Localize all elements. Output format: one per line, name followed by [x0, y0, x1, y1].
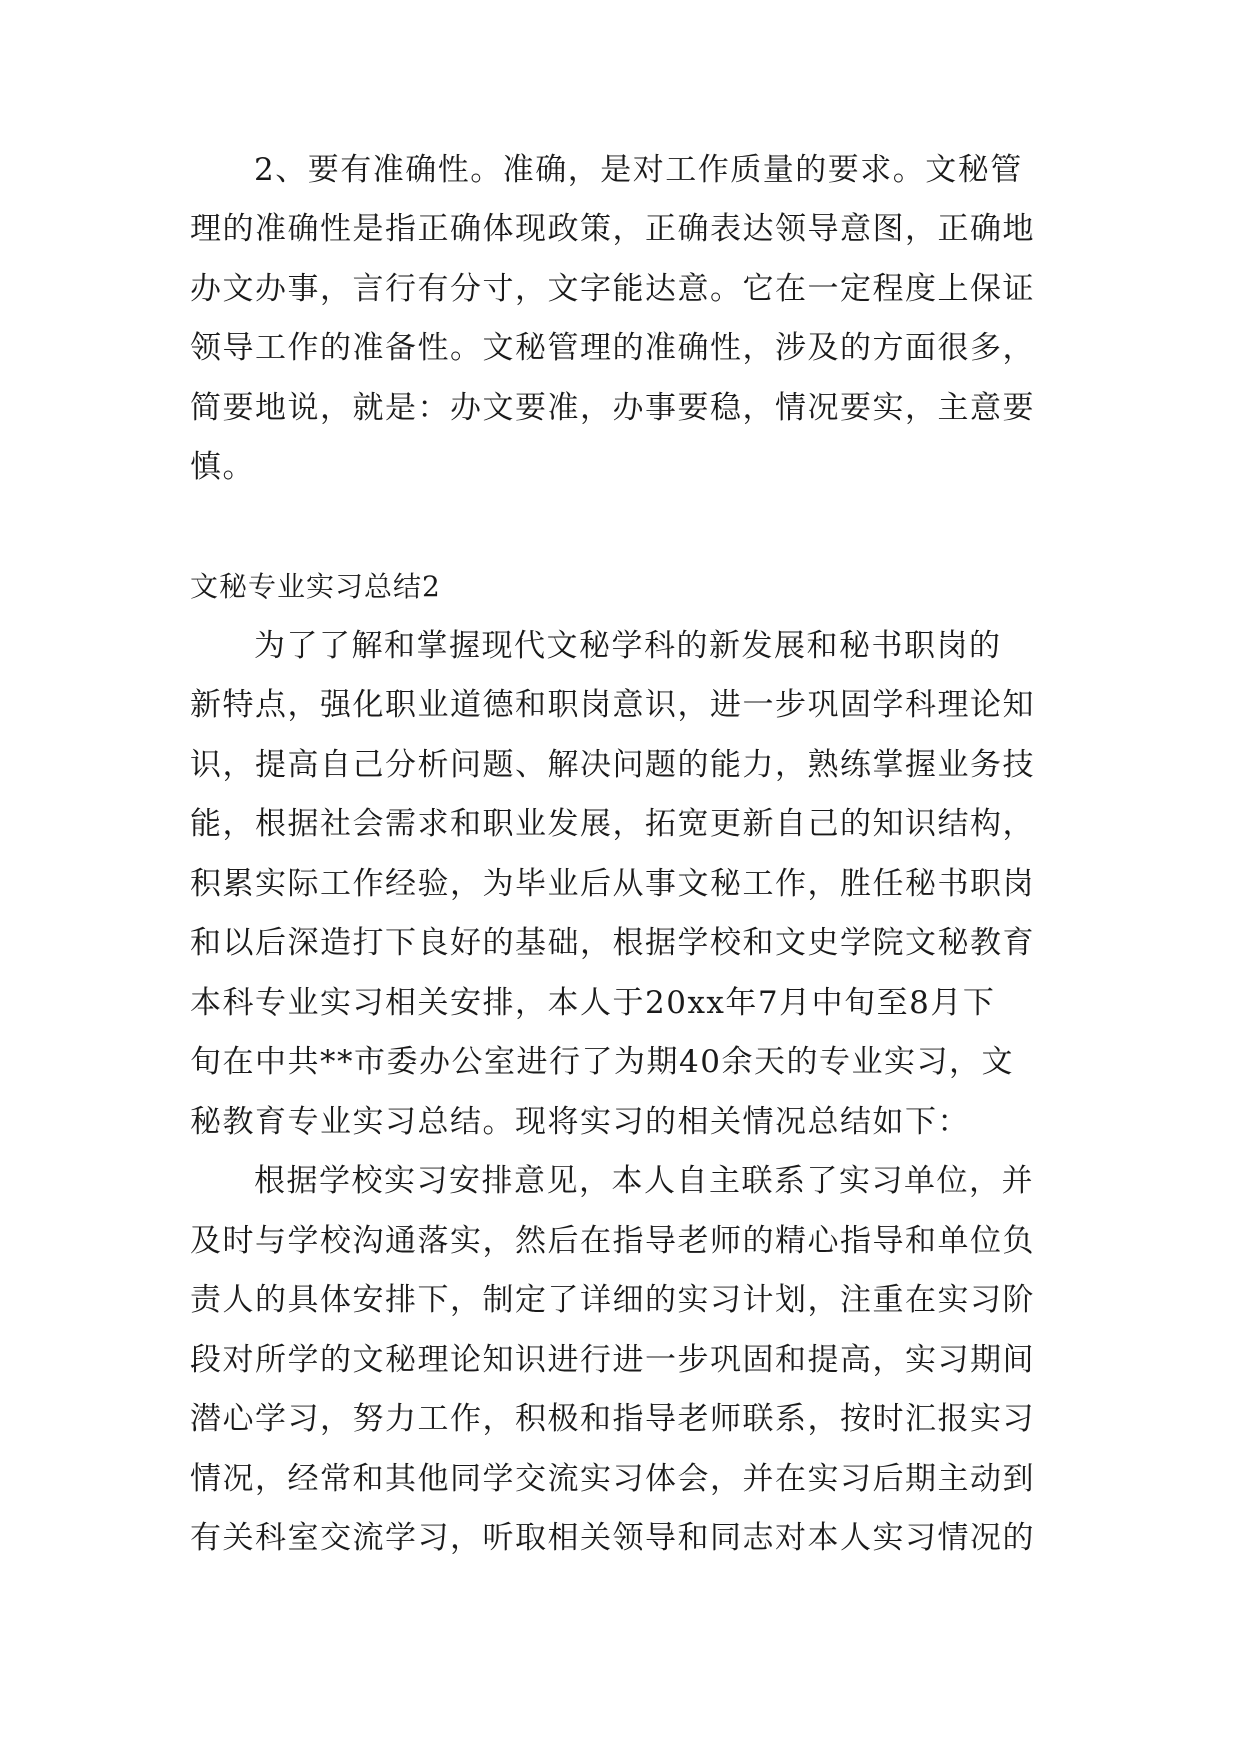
paragraph-line: 新特点，强化职业道德和职岗意识，进一步巩固学科理论知	[190, 687, 1035, 723]
paragraph-line: 慎。	[190, 449, 255, 485]
paragraph-line: 旬在中共**市委办公室进行了为期40余天的专业实习，文	[190, 1044, 1014, 1080]
paragraph-line: 为了了解和掌握现代文秘学科的新发展和秘书职岗的	[254, 628, 1002, 664]
paragraph-line: 有关科室交流学习，听取相关领导和同志对本人实习情况的	[190, 1520, 1035, 1556]
paragraph-line: 责人的具体安排下，制定了详细的实习计划，注重在实习阶	[190, 1282, 1035, 1318]
paragraph-line: 积累实际工作经验，为毕业后从事文秘工作，胜任秘书职岗	[190, 866, 1035, 902]
paragraph-line: 理的准确性是指正确体现政策，正确表达领导意图，正确地	[190, 211, 1035, 247]
section-heading: 文秘专业实习总结2	[190, 570, 441, 603]
paragraph-line: 识，提高自己分析问题、解决问题的能力，熟练掌握业务技	[190, 747, 1035, 783]
paragraph-line: 简要地说，就是：办文要准，办事要稳，情况要实，主意要	[190, 390, 1035, 426]
paragraph-line: 段对所学的文秘理论知识进行进一步巩固和提高，实习期间	[190, 1342, 1035, 1378]
paragraph-line: 本科专业实习相关安排，本人于20xx年7月中旬至8月下	[190, 985, 996, 1021]
paragraph-line: 2、要有准确性。准确，是对工作质量的要求。文秘管	[254, 152, 1023, 188]
paragraph-line: 情况，经常和其他同学交流实习体会，并在实习后期主动到	[190, 1461, 1035, 1497]
paragraph-line: 和以后深造打下良好的基础，根据学校和文史学院文秘教育	[190, 925, 1035, 961]
paragraph-line: 及时与学校沟通落实，然后在指导老师的精心指导和单位负	[190, 1223, 1035, 1259]
paragraph-line: 办文办事，言行有分寸，文字能达意。它在一定程度上保证	[190, 271, 1035, 307]
paragraph-line: 根据学校实习安排意见，本人自主联系了实习单位，并	[254, 1163, 1034, 1199]
paragraph-line: 能，根据社会需求和职业发展，拓宽更新自己的知识结构，	[190, 806, 1035, 842]
paragraph-line: 潜心学习，努力工作，积极和指导老师联系，按时汇报实习	[190, 1401, 1035, 1437]
paragraph-line: 领导工作的准备性。文秘管理的准确性，涉及的方面很多，	[190, 330, 1035, 366]
paragraph-line: 秘教育专业实习总结。现将实习的相关情况总结如下：	[190, 1104, 970, 1140]
